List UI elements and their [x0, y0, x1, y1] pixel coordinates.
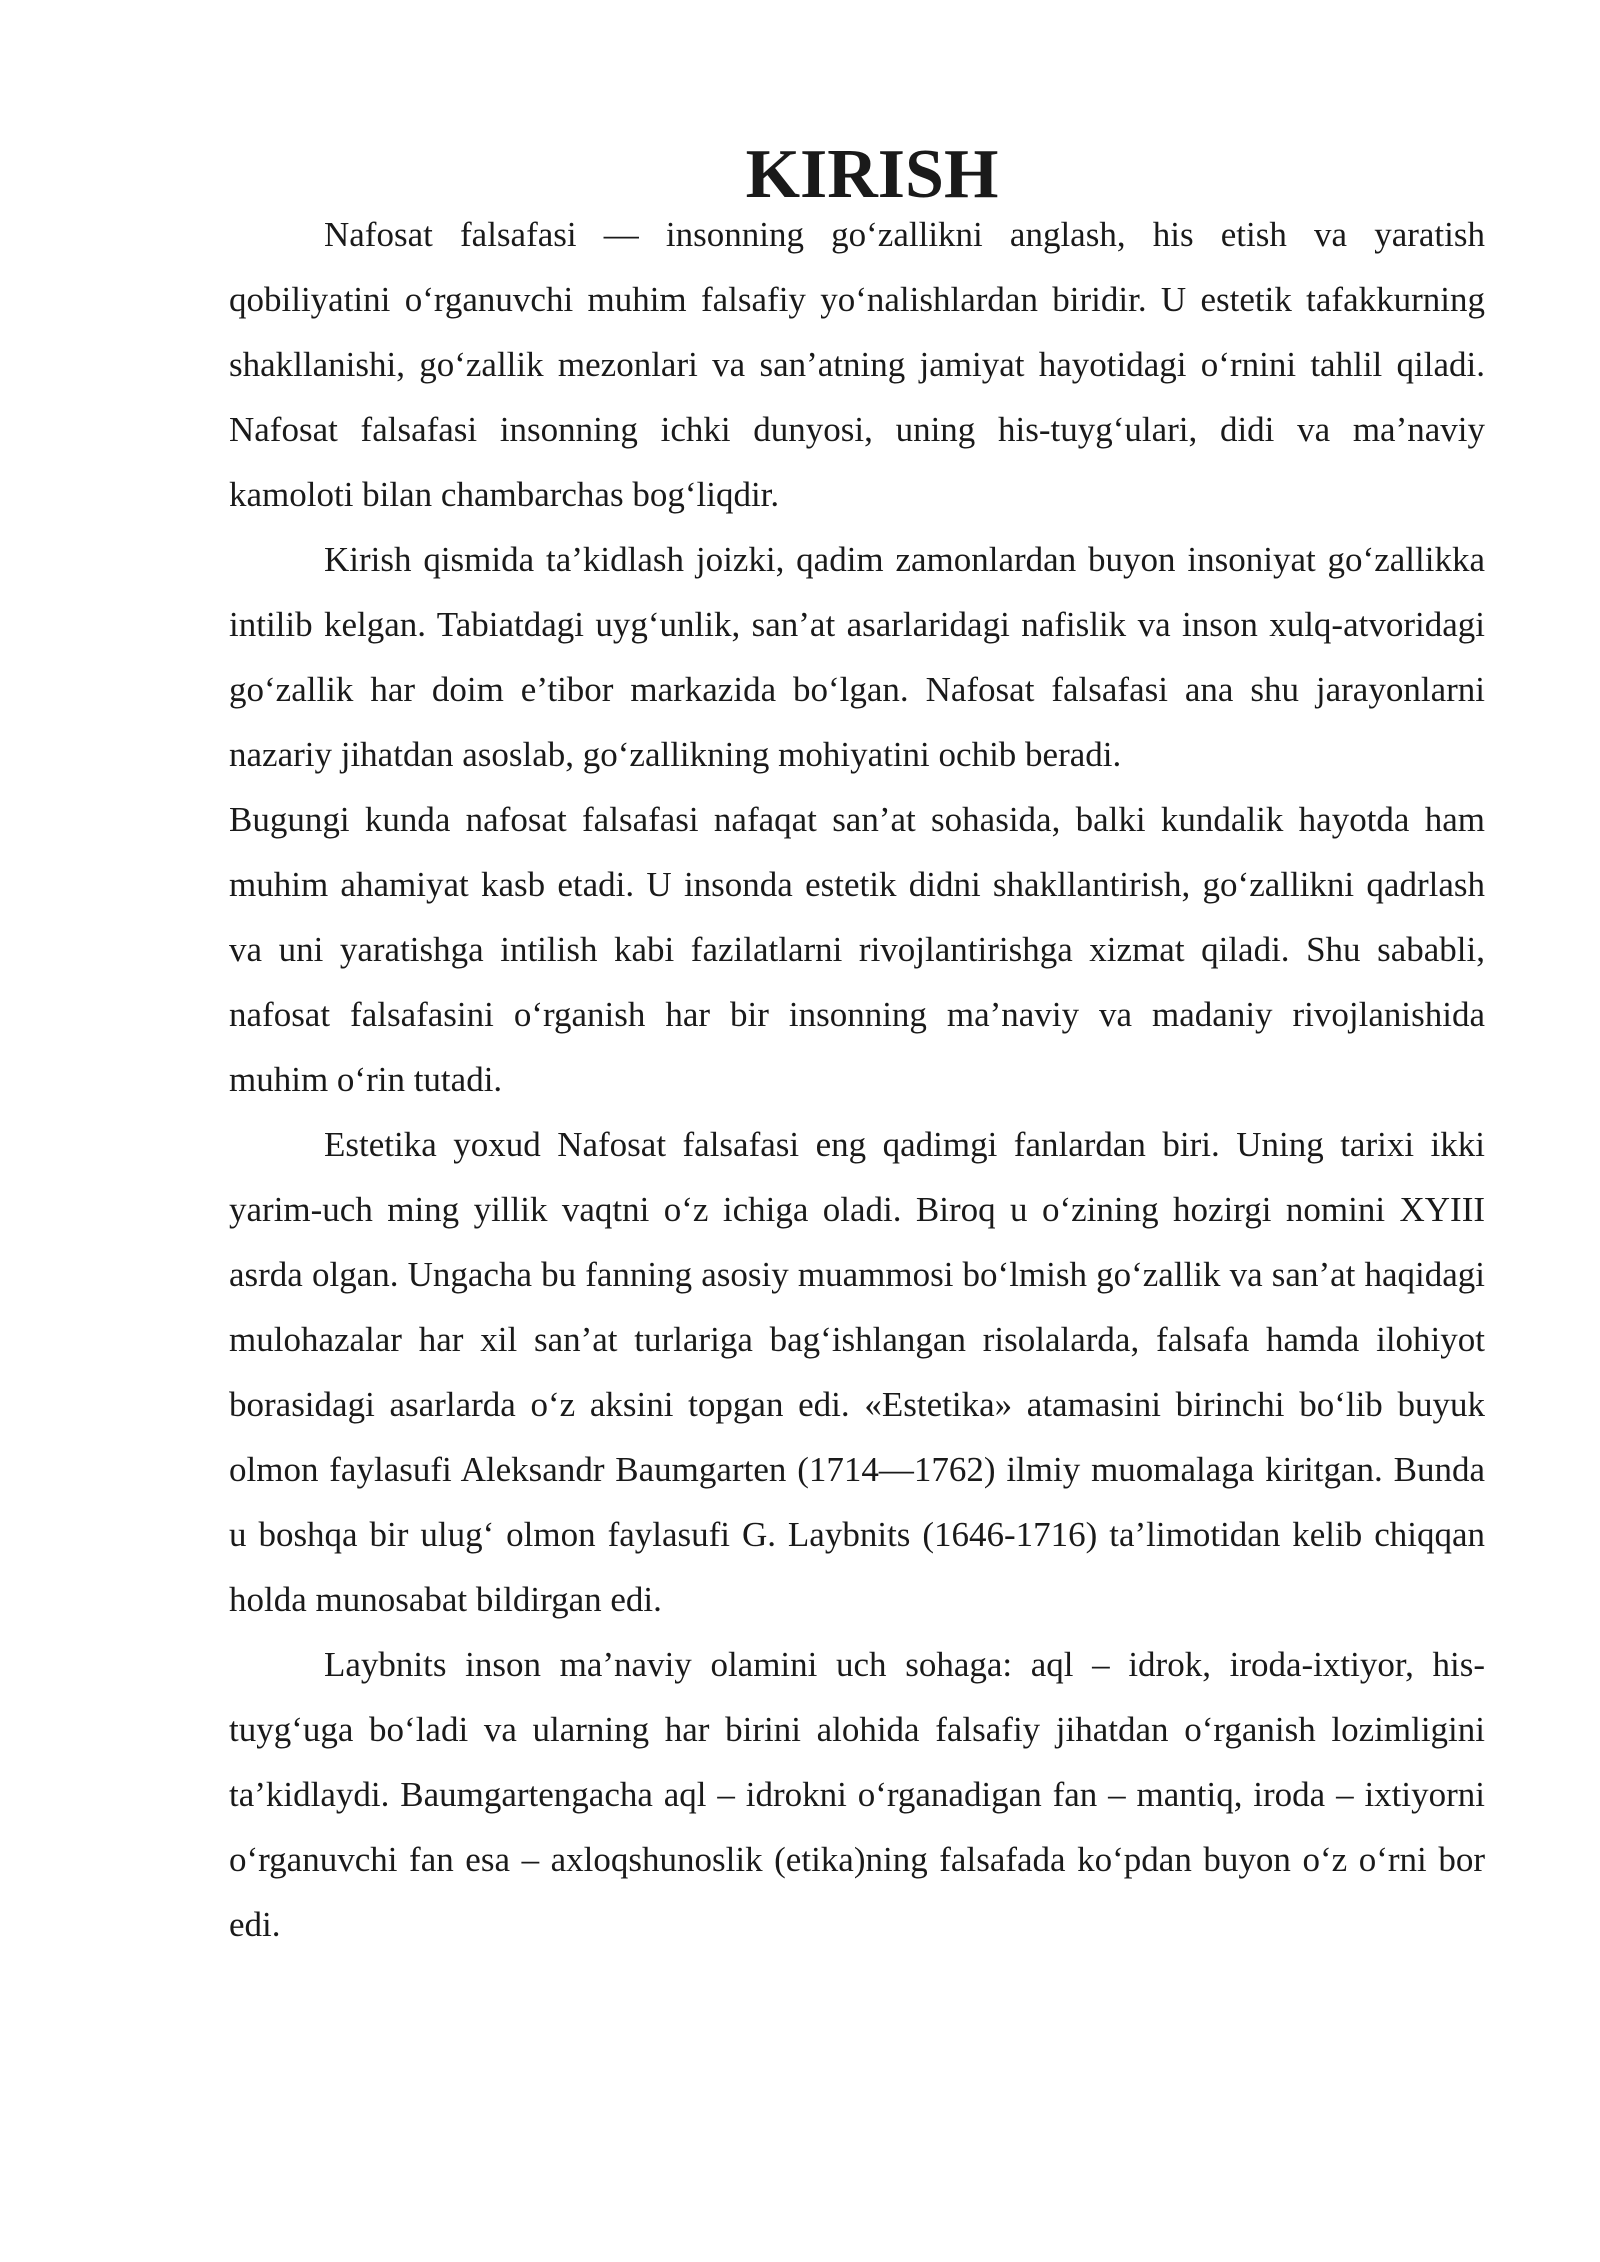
paragraph-kirish: Kirish qismida ta’kidlash joizki, qadim zamonlardan buyon insoniyat go‘zallikka intilib kelgan. Tabiatdagi uyg‘unlik, san’at asarlaridagi nafislik va inson xulq-atvoridagi go‘zallik har doim e’tibor markazida bo‘lgan. Nafosat falsafasi ana shu jarayonlarni nazariy jihatdan asoslab, go‘zallikning mohiyatini ochib beradi.	[229, 540, 1485, 774]
page-title: KIRISH	[745, 136, 999, 213]
paragraph-bugungi: Bugungi kunda nafosat falsafasi nafaqat san’at sohasida, balki kundalik hayotda ham muhim ahamiyat kasb etadi. U insonda estetik didni shakllantirish, go‘zallikni qadrlash va uni yaratishga intilish kabi fazilatlarni rivojlantirishga xizmat qiladi. Shu sababli, nafosat falsafasini o‘rganish har bir insonning ma’naviy va madaniy rivojlanishida muhim o‘rin tutadi.	[229, 800, 1485, 1099]
paragraph-intro: Nafosat falsafasi — insonning go‘zallikni anglash, his etish va yaratish qobiliyatini o‘rganuvchi muhim falsafiy yo‘nalishlardan biridir. U estetik tafakkurning shakllanishi, go‘zallik mezonlari va san’atning jamiyat hayotidagi o‘rnini tahlil qiladi. Nafosat falsafasi insonning ichki dunyosi, uning his-tuyg‘ulari, didi va ma’naviy kamoloti bilan chambarchas bog‘liqdir.	[229, 215, 1485, 514]
document-body	[229, 136, 1485, 1957]
paragraph-laybnits: Laybnits inson ma’naviy olamini uch sohaga: aql – idrok, iroda-ixtiyor, his-tuyg‘uga bo‘ladi va ularning har birini alohida falsafiy jihatdan o‘rganish lozimligini ta’kidlaydi. Baumgartengacha aql – idrokni o‘rganadigan fan – mantiq, iroda – ixtiyorni o‘rganuvchi fan esa – axloqshunoslik (etika)ning falsafada ko‘pdan buyon o‘z o‘rni bor edi.	[229, 1645, 1485, 1944]
paragraph-estetika: Estetika yoxud Nafosat falsafasi eng qadimgi fanlardan biri. Uning tarixi ikki yarim-uch ming yillik vaqtni o‘z ichiga oladi. Biroq u o‘zining hozirgi nomini XYIII asrda olgan. Ungacha bu fanning asosiy muammosi bo‘lmish go‘zallik va san’at haqidagi mulohazalar har xil san’at turlariga bag‘ishlangan risolalarda, falsafa hamda ilohiyot borasidagi asarlarda o‘z aksini topgan edi. «Estetika» atamasini birinchi bo‘lib buyuk olmon faylasufi Aleksandr Baumgarten (1714—1762) ilmiy muomalaga kiritgan. Bunda u boshqa bir ulug‘ olmon faylasufi G. Laybnits (1646-1716) ta’limotidan kelib chiqqan holda munosabat bildirgan edi.	[229, 1125, 1485, 1619]
